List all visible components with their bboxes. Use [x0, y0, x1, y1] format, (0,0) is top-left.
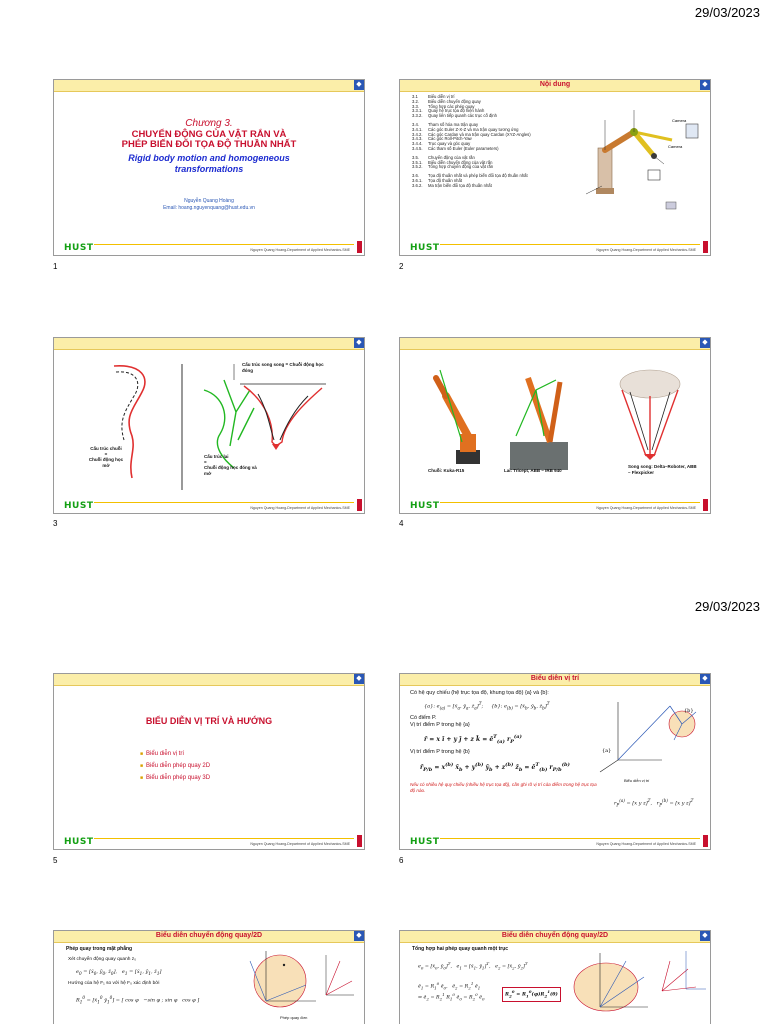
page-number: 4 — [399, 519, 404, 528]
label-line: Chuỗi động học mở — [88, 457, 124, 468]
formula-rotation-matrix: $R_1^0$ = [$x̄_1^0$ $ȳ_1^0$] = [ cos φ −sin φ ; sin φ cos φ ] — [76, 995, 200, 1005]
author-email: Email: hoang.nguyenquang@hust.edu.vn — [163, 205, 255, 211]
toc-number: 3.6.2. — [412, 182, 423, 188]
footer-credit: Nguyen Quang Hoang-Department of Applied Mechanics-SME — [250, 842, 350, 846]
print-date: 29/03/2023 — [694, 599, 760, 614]
label-line: Cấu trúc chuỗi — [90, 446, 122, 451]
toc-number: 3.5. — [412, 154, 419, 160]
slide-footer — [54, 239, 364, 255]
slide-header-title: Biểu diễn chuyển động quay/2D — [155, 932, 263, 939]
footer-credit: Nguyen Quang Hoang-Department of Applied Mechanics-SME — [596, 506, 696, 510]
toc-label: Các tham số Euler (Euler parameters) — [428, 145, 499, 151]
toc-number: 3.3.1. — [412, 108, 423, 114]
footer-credit: Nguyen Quang Hoang-Department of Applied Mechanics-SME — [596, 248, 696, 252]
slide-header-bar — [54, 338, 364, 350]
print-date: 29/03/2023 — [694, 5, 760, 20]
toc-label: Tổng hợp các phép quay — [428, 103, 475, 109]
bullet-icon: ■ — [140, 763, 144, 769]
title-line: CHUYỂN ĐỘNG CỦA VẬT RẮN VÀ — [131, 129, 287, 140]
text-point: Có điểm P. — [410, 715, 437, 721]
label-line: Chuỗi động học đóng và mở — [204, 465, 257, 476]
toc-label: Quay liên tiếp quanh các trục cố định — [428, 113, 497, 119]
toc-label: Biểu diễn chuyển động của vật rắn — [428, 159, 493, 165]
toc-label: Quay hệ trục tọa độ hiện hành — [428, 108, 485, 114]
slide-header-title: Biểu diễn vị trí — [530, 675, 580, 682]
author-block — [54, 198, 364, 212]
title-line: transformations — [174, 164, 244, 174]
toc-number: 3.1 — [412, 94, 418, 99]
toc-number: 3.6.1. — [412, 177, 423, 183]
slide-header-bar — [400, 338, 710, 350]
slide-header-bar — [54, 674, 364, 686]
list-item — [140, 748, 210, 760]
list-item-label: Biểu diễn vị trí — [146, 751, 185, 757]
corner-logo-icon: ◆ — [700, 674, 710, 684]
label-line: = — [104, 451, 108, 457]
slide-header-bar — [400, 674, 710, 686]
robot-arm-illustration — [586, 110, 710, 210]
slide-2-contents[interactable] — [399, 79, 711, 256]
slide-5-section[interactable] — [53, 673, 365, 850]
toc-number: 3.6. — [412, 173, 419, 179]
slide-footer — [54, 497, 364, 513]
text-point-b: Vị trí điểm P trong hệ {b} — [410, 749, 470, 755]
toc-label: Các góc Roll-Pitch-Yaw — [428, 136, 472, 142]
corner-logo-icon: ◆ — [700, 338, 710, 348]
page-number: 1 — [53, 262, 58, 271]
toc-label: Các góc Cardan và ma trận quay Cardan (XYZ-Angles) — [428, 131, 531, 137]
author-name: Nguyễn Quang Hoàng — [184, 198, 234, 204]
footer-credit: Nguyen Quang Hoang-Department of Applied Mechanics-SME — [596, 842, 696, 846]
robot-photos-figure — [400, 350, 711, 498]
section-title: BIỂU DIỄN VỊ TRÍ VÀ HƯỚNG — [145, 716, 273, 726]
toc-label: Chuyển động của vật rắn — [428, 154, 475, 160]
text-point-a: Vị trí điểm P trong hệ {a} — [410, 722, 470, 728]
hust-logo: HUST — [410, 501, 440, 511]
title-english — [54, 153, 364, 175]
slide-footer — [54, 833, 364, 849]
corner-logo-icon: ◆ — [354, 931, 364, 941]
label-parallel: Song song: Delta–Roboter, ABB – Flexpicker — [628, 464, 697, 475]
frame-b-label: {b} — [684, 708, 694, 714]
label-hybrid — [204, 454, 264, 476]
text-frames: Có hệ quy chiếu (hệ trục tọa độ, khung tọa độ) {a} và {b}: — [410, 690, 549, 696]
hust-logo: HUST — [64, 837, 94, 847]
page-number: 2 — [399, 262, 404, 271]
text-orientation: Hướng của hệ F₁ so với hệ F₀ xác định bởi — [68, 981, 160, 986]
page-number: 3 — [53, 519, 58, 528]
formula-frames: {a}: $e_{(a)}$ = [$x̄_a$, $ȳ_a$, $z̄_a]^T$; {b}: $e_{(b)}$ = [$x̄_b$, $ȳ_b$, $z̄_b]^T$ — [424, 701, 550, 711]
figure-caption: Phép quay đơn — [280, 1015, 308, 1020]
rotation-figure — [230, 945, 360, 1015]
corner-logo-icon: ◆ — [700, 931, 710, 941]
slide-8-rotation-composition[interactable] — [399, 930, 711, 1024]
label-hybrid: Lai: Tricept, ABB – IRB 940 — [504, 468, 562, 473]
toc-number: 3.4.2. — [412, 131, 423, 137]
chapter-label: Chương 3. — [185, 118, 233, 129]
slide-header-bar — [54, 80, 364, 92]
hust-logo: HUST — [410, 243, 440, 253]
slide-header-bar — [54, 931, 364, 943]
formula-frames: $e_0$ = [$x̄_0$, $ȳ_0]^T$, $e_1$ = [$x̄_1$, $ȳ_1]^T$, $e_2$ = [$x̄_2$, $ȳ_2]^T$ — [418, 961, 528, 971]
label-parallel: Cấu trúc song song = Chuỗi động học đóng — [242, 362, 324, 373]
camera-label: Camera — [668, 144, 683, 149]
slide-6-position[interactable] — [399, 673, 711, 850]
composition-figure — [566, 947, 710, 1017]
slide-header-bar — [400, 80, 710, 92]
toc-number: 3.3.2. — [412, 113, 423, 119]
toc-number: 3.5.2. — [412, 164, 423, 170]
figure-caption: Biểu diễn vị trí — [624, 778, 650, 783]
toc-number: 3.3. — [412, 103, 419, 109]
frame-a-label: {a} — [602, 748, 612, 754]
formula-vectors: $r_P^{(a)} = [x$ y z]$^T$, $r_P^{(b)} = [x$ y z]$^T$ — [614, 798, 694, 808]
note-text: Nếu có nhiều hệ quy chiếu (nhiều hệ trục tọa độ), cần ghi rõ vị trí của điểm trong hệ trục tọa độ nào. — [410, 782, 597, 793]
bullet-icon: ■ — [140, 751, 144, 757]
corner-logo-icon: ◆ — [354, 674, 364, 684]
list-item-label: Biểu diễn phép quay 3D — [146, 775, 211, 781]
label-serial — [86, 446, 126, 468]
slide-header-title: Nội dung — [539, 81, 571, 88]
toc-label: Các góc Euler Z-X-Z và ma trận quay tương ứng — [428, 126, 519, 132]
hust-logo: HUST — [64, 501, 94, 511]
corner-logo-icon: ◆ — [354, 338, 364, 348]
toc-number: 3.5.1. — [412, 159, 423, 165]
formula-point-b: $r̄_{P/b} = x^{(b)}$ $x̄_b + y^{(b)}$ $ȳ_b + z^{(b)}$ $z̄_b$ = $ē^T_{(b)}$ $r_{P/b}^{(b)}$ — [420, 762, 570, 774]
label-serial: Chuỗi: Kuka-R15 — [428, 468, 465, 473]
hust-logo: HUST — [410, 837, 440, 847]
formula-composition: $ē_1 = R_1^0$ $ē_0$, $ē_2 = R_2^1$ $ē_1$ ⇒ $ē_2 = R_2^1$ $R_1^0$ $ē_0 = R_2^0$ $ē_0$ — [418, 981, 485, 1002]
position-frames-figure — [588, 690, 708, 774]
page-number: 6 — [399, 856, 404, 865]
footer-credit: Nguyen Quang Hoang-Department of Applied Mechanics-SME — [250, 248, 350, 252]
list-item — [140, 772, 210, 784]
subheading: Tổng hợp hai phép quay quanh một trục — [412, 946, 509, 952]
toc-item — [412, 184, 531, 189]
corner-logo-icon: ◆ — [354, 80, 364, 90]
toc-number: 3.4.4. — [412, 141, 423, 147]
section-list — [140, 748, 210, 784]
slide-header-title: Biểu diễn chuyển động quay/2D — [501, 932, 609, 939]
toc-label: Biểu diễn vị trí — [428, 94, 455, 99]
subheading: Phép quay trong mặt phẳng — [66, 946, 133, 952]
list-item-label: Biểu diễn phép quay 2D — [146, 763, 211, 769]
toc-number: 3.4.3. — [412, 136, 423, 142]
camera-label: Camera — [672, 118, 687, 123]
bullet-icon: ■ — [140, 775, 144, 781]
slide-footer — [400, 497, 710, 513]
label-line: = — [204, 459, 207, 465]
formula-frames: $e_0$ = [$x̄_0$, $ȳ_0$, $z̄_0$], $e_1$ = [$x̄_1$, $ȳ_1$, $z̄_1$] — [76, 969, 162, 976]
toc-label: Biểu diễn chuyển động quay — [428, 98, 481, 104]
page-number: 5 — [53, 856, 58, 865]
toc-number: 3.2. — [412, 98, 419, 104]
slide-7-rotation-2d[interactable] — [53, 930, 365, 1024]
toc-label: Trục quay và góc quay — [428, 141, 471, 147]
toc-label: Tham số hóa ma trận quay — [428, 121, 479, 127]
toc-label: Tọa độ thuần nhất và phép biến đổi tọa độ thuần nhất — [428, 173, 528, 179]
toc-number: 3.4.1. — [412, 126, 423, 132]
hust-logo: HUST — [64, 243, 94, 253]
table-of-contents — [412, 95, 531, 189]
slide-footer — [400, 239, 710, 255]
toc-number: 3.4. — [412, 121, 419, 127]
corner-logo-icon: ◆ — [700, 80, 710, 90]
list-item — [140, 760, 210, 772]
toc-label: Ma trận biến đổi tọa độ thuần nhất — [428, 182, 492, 188]
toc-number: 3.4.5. — [412, 145, 423, 151]
slide-3-structures[interactable] — [53, 337, 365, 514]
title-vietnamese — [54, 130, 364, 150]
title-line: PHÉP BIẾN ĐỔI TỌA ĐỘ THUẦN NHẤT — [121, 139, 297, 150]
title-line: Rigid body motion and homogeneous — [128, 153, 290, 163]
toc-label: Tổng hợp chuyển động của vật rắn — [428, 164, 494, 170]
slide-footer — [400, 833, 710, 849]
slide-1-title[interactable] — [53, 79, 365, 256]
formula-point-a: r̄ = x ī + y j̄ + z k̄ = $ē^T_{(a)}$ $r_P^{(a)}$ — [424, 734, 522, 746]
text-rotation: Xét chuyển động quay quanh z₀ — [68, 957, 137, 962]
footer-credit: Nguyen Quang Hoang-Department of Applied Mechanics-SME — [250, 506, 350, 510]
slide-header-bar — [400, 931, 710, 943]
toc-label: Tọa độ thuần nhất — [428, 177, 462, 183]
slide-4-robot-examples[interactable] — [399, 337, 711, 514]
boxed-result: $R_2^0 = R_1^0(\varphi)R_2^1(\theta)$ — [502, 987, 561, 1002]
label-line: Cấu trúc lai — [204, 454, 229, 459]
